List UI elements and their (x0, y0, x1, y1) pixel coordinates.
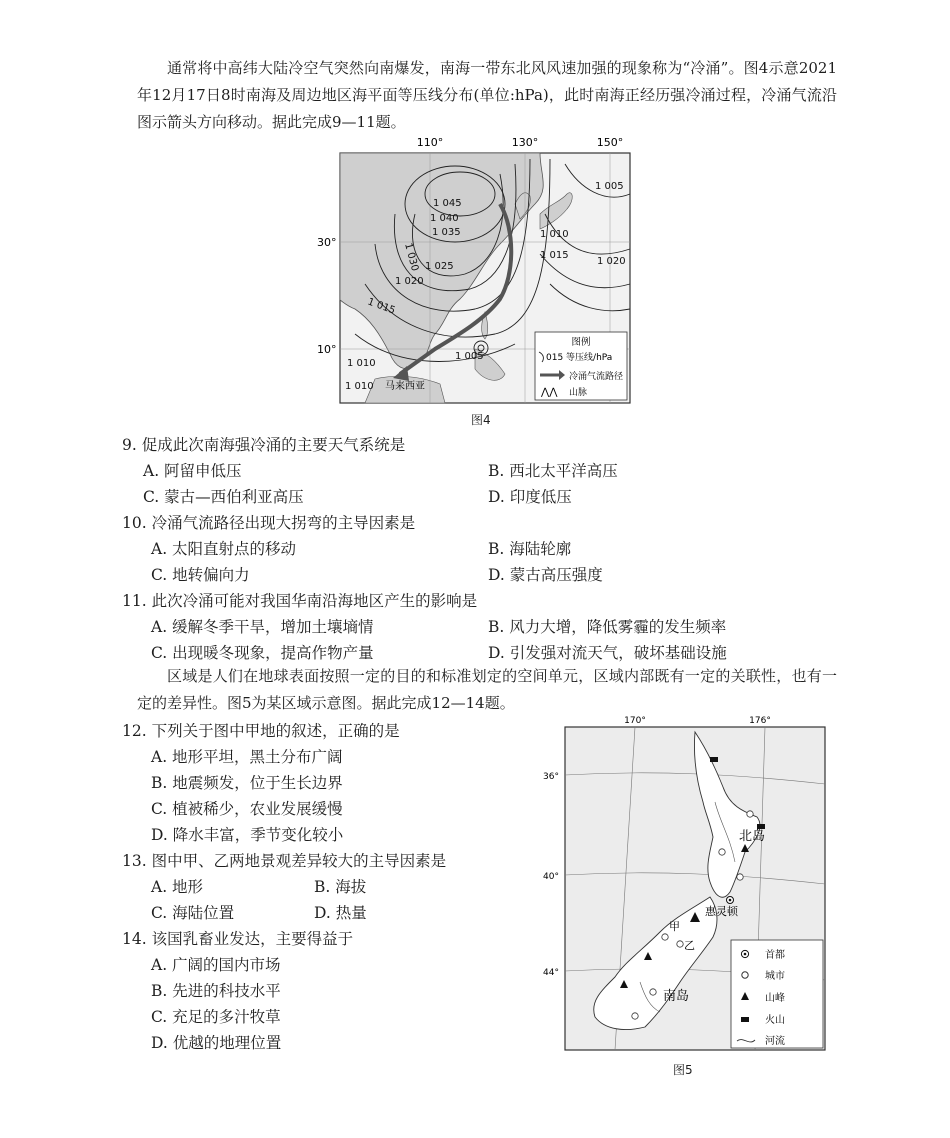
question-9-option-c[interactable]: C. 蒙古—西伯利亚高压 (143, 488, 304, 506)
intro-paragraph-1: 通常将中高纬大陆冷空气突然向南爆发，南海一带东北风风速加强的现象称为“冷涌”。图4示意2021年12月17日8时南海及周边地区海平面等压线分布(单位:hPa)，此时南海正经历强冷涌过程，冷涌气流沿图示箭头方向移动。据此完成9—11题。 (137, 59, 837, 131)
question-10-option-a[interactable]: A. 太阳直射点的移动 (151, 540, 297, 558)
lon-label: 176° (749, 716, 771, 726)
city-marker (632, 1013, 638, 1019)
svg-text:首都: 首都 (765, 950, 785, 961)
question-14-stem: 14. 该国乳畜业发达，主要得益于 (122, 930, 354, 948)
city-marker (737, 874, 743, 880)
question-12-option-a[interactable]: A. 地形平坦，黑土分布广阔 (151, 748, 343, 766)
lat-label: 44° (543, 968, 559, 978)
svg-text:图例: 图例 (571, 337, 591, 348)
svg-text:城市: 城市 (765, 971, 785, 982)
isobar-label: 1 045 (433, 198, 462, 209)
question-11-option-b[interactable]: B. 风力大增，降低雾霾的发生频率 (488, 618, 727, 636)
lat-label: 36° (543, 772, 559, 782)
question-10-option-b[interactable]: B. 海陆轮廓 (488, 540, 572, 558)
lon-label: 170° (624, 716, 646, 726)
question-9-option-a[interactable]: A. 阿留申低压 (143, 462, 242, 480)
figure-4-legend (535, 332, 627, 400)
question-13-option-b[interactable]: B. 海拔 (314, 878, 367, 896)
question-12-option-d[interactable]: D. 降水丰富，季节变化较小 (151, 826, 344, 844)
question-10-option-d[interactable]: D. 蒙古高压强度 (488, 566, 603, 584)
city-marker (719, 849, 725, 855)
svg-text:山峰: 山峰 (765, 993, 785, 1004)
lat-label: 10° (317, 343, 337, 356)
figure-4-map (317, 134, 635, 424)
question-11-option-c[interactable]: C. 出现暖冬现象，提高作物产量 (151, 644, 374, 662)
question-9-option-d[interactable]: D. 印度低压 (488, 488, 572, 506)
question-11-option-d[interactable]: D. 引发强对流天气，破坏基础设施 (488, 644, 727, 662)
question-14-option-a[interactable]: A. 广阔的国内市场 (151, 956, 281, 974)
city-marker (747, 811, 753, 817)
svg-text:山脉: 山脉 (569, 388, 588, 398)
isobar-label: 1 010 (540, 229, 569, 240)
question-12-stem: 12. 下列关于图中甲地的叙述，正确的是 (122, 722, 400, 740)
lat-label: 40° (543, 872, 559, 882)
city-marker (677, 941, 683, 947)
question-12-option-b[interactable]: B. 地震频发，位于生长边界 (151, 774, 343, 792)
isobar-label: 1 020 (597, 256, 626, 267)
svg-text:河流: 河流 (765, 1036, 785, 1047)
question-12-option-c[interactable]: C. 植被稀少，农业发展缓慢 (151, 800, 343, 818)
isobar-label: 1 015 (540, 250, 569, 261)
north-island-label: 北岛 (739, 829, 766, 844)
mountain-icon: ⋀⋀ (541, 387, 558, 398)
question-10-stem: 10. 冷涌气流路径出现大拐弯的主导因素是 (122, 514, 416, 532)
isobar-label: 1 040 (430, 213, 459, 224)
isobar-label: 1 010 (347, 358, 376, 369)
volcano-icon (710, 757, 718, 762)
isobar-label: 1 005 (455, 351, 484, 362)
question-14-option-c[interactable]: C. 充足的多汁牧草 (151, 1008, 281, 1026)
lon-label: 130° (511, 136, 539, 149)
isobar-label: 1 030 (402, 241, 421, 273)
question-13-option-d[interactable]: D. 热量 (314, 904, 367, 922)
capital-label: 惠灵顿 (705, 905, 738, 918)
city-marker (662, 934, 668, 940)
south-island-label: 南岛 (663, 989, 690, 1004)
question-13-option-c[interactable]: C. 海陆位置 (151, 904, 235, 922)
svg-text:火山: 火山 (765, 1015, 785, 1026)
question-14-option-d[interactable]: D. 优越的地理位置 (151, 1034, 282, 1052)
question-11-option-a[interactable]: A. 缓解冬季干旱，增加土壤墒情 (151, 618, 374, 636)
isobar-label: 1 005 (595, 181, 624, 192)
question-10-option-c[interactable]: C. 地转偏向力 (151, 566, 250, 584)
place-label-yi: 乙 (684, 939, 695, 952)
figure-5-legend (731, 940, 823, 1048)
place-label-jia: 甲 (669, 920, 680, 933)
city-marker (650, 989, 656, 995)
question-11-stem: 11. 此次冷涌可能对我国华南沿海地区产生的影响是 (122, 592, 478, 610)
isobar-label: 1 025 (425, 261, 454, 272)
question-14-option-b[interactable]: B. 先进的科技水平 (151, 982, 281, 1000)
lon-label: 150° (596, 136, 624, 149)
isobar-label: 1 035 (432, 227, 461, 238)
place-label-malaysia: 马来西亚 (385, 381, 425, 392)
question-13-stem: 13. 图中甲、乙两地景观差异较大的主导因素是 (122, 852, 447, 870)
svg-text:冷涌气流路径: 冷涌气流路径 (569, 372, 624, 382)
lon-label: 110° (416, 136, 444, 149)
svg-text:015 等压线/hPa: 015 等压线/hPa (546, 353, 613, 363)
question-13-option-a[interactable]: A. 地形 (151, 878, 204, 896)
question-9-option-b[interactable]: B. 西北太平洋高压 (488, 462, 618, 480)
lat-label: 30° (317, 236, 337, 249)
figure-4-caption: 图4 (471, 413, 491, 427)
question-9-stem: 9. 促成此次南海强冷涌的主要天气系统是 (122, 436, 406, 454)
figure-5-map (545, 712, 835, 1057)
isobar-label: 1 020 (395, 276, 424, 287)
figure-5-caption: 图5 (673, 1063, 693, 1077)
isobar-label: 1 015 (365, 296, 397, 317)
isobar-label: 1 010 (345, 381, 374, 392)
intro-paragraph-2: 区域是人们在地球表面按照一定的目的和标准划定的空间单元，区域内部既有一定的关联性，也有一定的差异性。图5为某区域示意图。据此完成12—14题。 (137, 667, 837, 712)
